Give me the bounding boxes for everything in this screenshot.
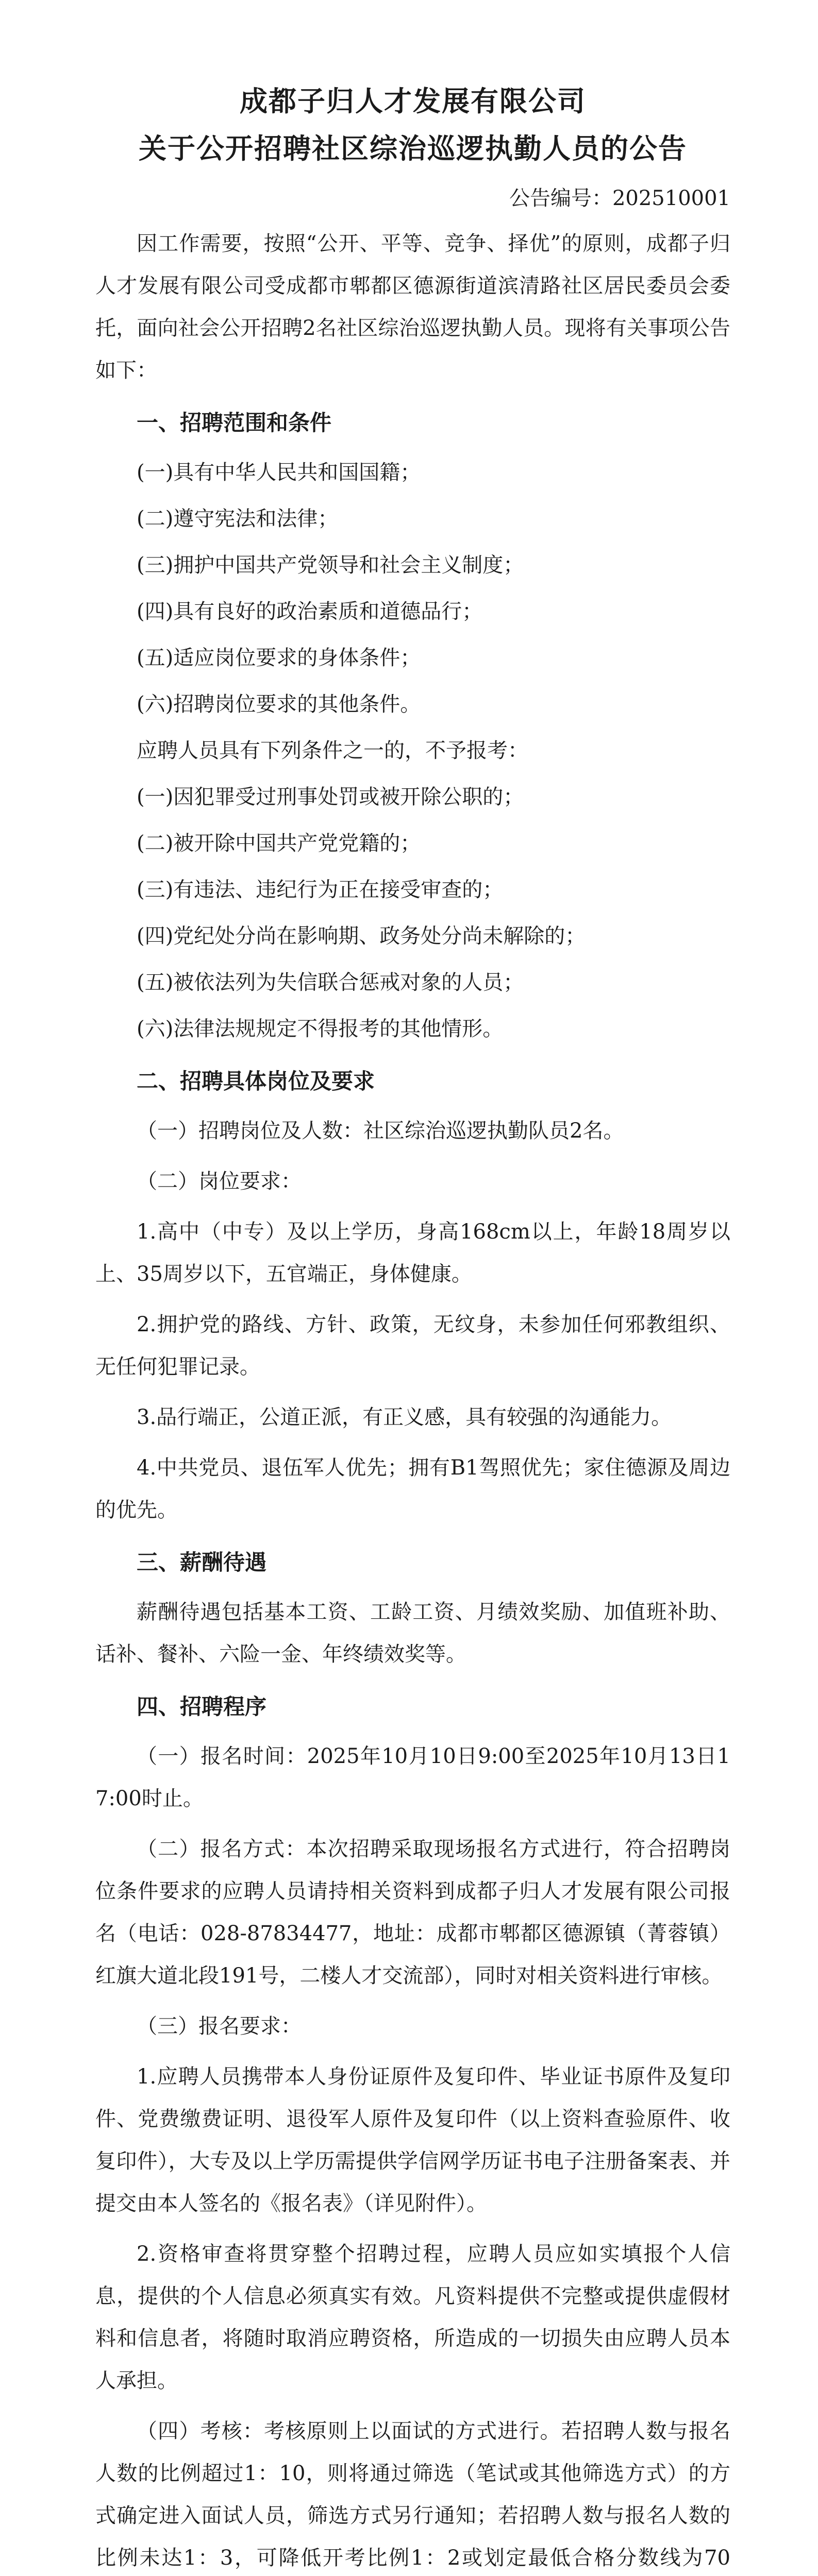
title-line-2: 关于公开招聘社区综治巡逻执勤人员的公告 <box>139 132 687 165</box>
position-paragraph: （二）岗位要求： <box>137 1170 302 1193</box>
exclusion-item: (六)法律法规规定不得报考的其他情形。 <box>137 1017 504 1041</box>
salary-paragraph: 薪酬待遇包括基本工资、工龄工资、月绩效奖励、加值班补助、话补、餐补、六险一金、年终绩效奖等。 <box>95 1600 730 1666</box>
position-paragraph: （一）招聘岗位及人数：社区综治巡逻执勤队员2名。 <box>137 1119 624 1143</box>
exclusion-intro: 应聘人员具有下列条件之一的，不予报考： <box>137 739 528 762</box>
exclusion-item: (三)有违法、违纪行为正在接受审查的； <box>137 878 504 902</box>
announcement-serial: 公告编号：202510001 <box>509 187 730 210</box>
title-line-1: 成都子归人才发展有限公司 <box>240 84 586 117</box>
procedure-paragraph: （三）报名要求： <box>137 2014 302 2038</box>
procedure-paragraph: 2.资格审查将贯穿整个招聘过程，应聘人员应如实填报个人信息，提供的个人信息必须真实有效。凡资料提供不完整或提供虚假材料和信息者，将随时取消应聘资格，所造成的一切损失由应聘人员本人承担。 <box>95 2242 730 2393</box>
exclusion-item: (四)党纪处分尚在影响期、政务处分尚未解除的； <box>137 924 586 948</box>
position-paragraph: 3.品行端正，公道正派，有正义感，具有较强的沟通能力。 <box>137 1405 672 1429</box>
condition-item: (三)拥护中国共产党领导和社会主义制度； <box>137 553 524 577</box>
position-paragraph: 2.拥护党的路线、方针、政策，无纹身，未参加任何邪教组织、无任何犯罪记录。 <box>95 1313 730 1379</box>
exclusion-item: (一)因犯罪受过刑事处罚或被开除公职的； <box>137 785 524 809</box>
exclusion-item: (五)被依法列为失信联合惩戒对象的人员； <box>137 971 524 994</box>
section-heading: 三、薪酬待遇 <box>137 1550 267 1575</box>
position-paragraph: 1.高中（中专）及以上学历，身高168cm以上，年龄18周岁以上、35周岁以下，五官端正，身体健康。 <box>95 1220 730 1286</box>
condition-item: (一)具有中华人民共和国国籍； <box>137 461 421 484</box>
procedure-paragraph: （二）报名方式：本次招聘采取现场报名方式进行，符合招聘岗位条件要求的应聘人员请持相关资料到成都子归人才发展有限公司报名（电话：028-87834477，地址：成都市郫都区德源镇（菁蓉镇）红旗大道北段191号，二楼人才交流部），同时对相关资料进行审核。 <box>95 1837 730 1988</box>
position-paragraph: 4.中共党员、退伍军人优先；拥有B1驾照优先；家住德源及周边的优先。 <box>95 1456 730 1522</box>
intro-paragraph: 因工作需要，按照“公开、平等、竞争、择优”的原则，成都子归人才发展有限公司受成都市郫都区德源街道滨清路社区居民委员会委托，面向社会公开招聘2名社区综治巡逻执勤人员。现将有关事项公告如下： <box>95 232 730 382</box>
exclusion-item: (二)被开除中国共产党党籍的； <box>137 832 421 855</box>
section-heading: 一、招聘范围和条件 <box>137 410 332 435</box>
condition-item: (六)招聘岗位要求的其他条件。 <box>137 692 421 716</box>
section-heading: 二、招聘具体岗位及要求 <box>137 1069 375 1094</box>
procedure-paragraph: （四）考核：考核原则上以面试的方式进行。若招聘人数与报名人数的比例超过1：10，则将通过筛选（笔试或其他筛选方式）的方式确定进入面试人员，筛选方式另行通知；若招聘人数与报名人数的比例未达1：3，可降低开考比例1：2或划定最低合格分数线为70 <box>95 2419 730 2570</box>
condition-item: (二)遵守宪法和法律； <box>137 507 339 531</box>
section-heading: 四、招聘程序 <box>137 1694 267 1719</box>
condition-item: (五)适应岗位要求的身体条件； <box>137 646 421 670</box>
condition-item: (四)具有良好的政治素质和道德品行； <box>137 600 483 623</box>
procedure-paragraph: 1.应聘人员携带本人身份证原件及复印件、毕业证书原件及复印件、党费缴费证明、退役军人原件及复印件（以上资料查验原件、收复印件），大专及以上学历需提供学信网学历证书电子注册备案表、并提交由本人签名的《报名表》（详见附件）。 <box>95 2065 730 2215</box>
procedure-paragraph: （一）报名时间：2025年10月10日9:00至2025年10月13日17:00时止。 <box>95 1744 730 1810</box>
